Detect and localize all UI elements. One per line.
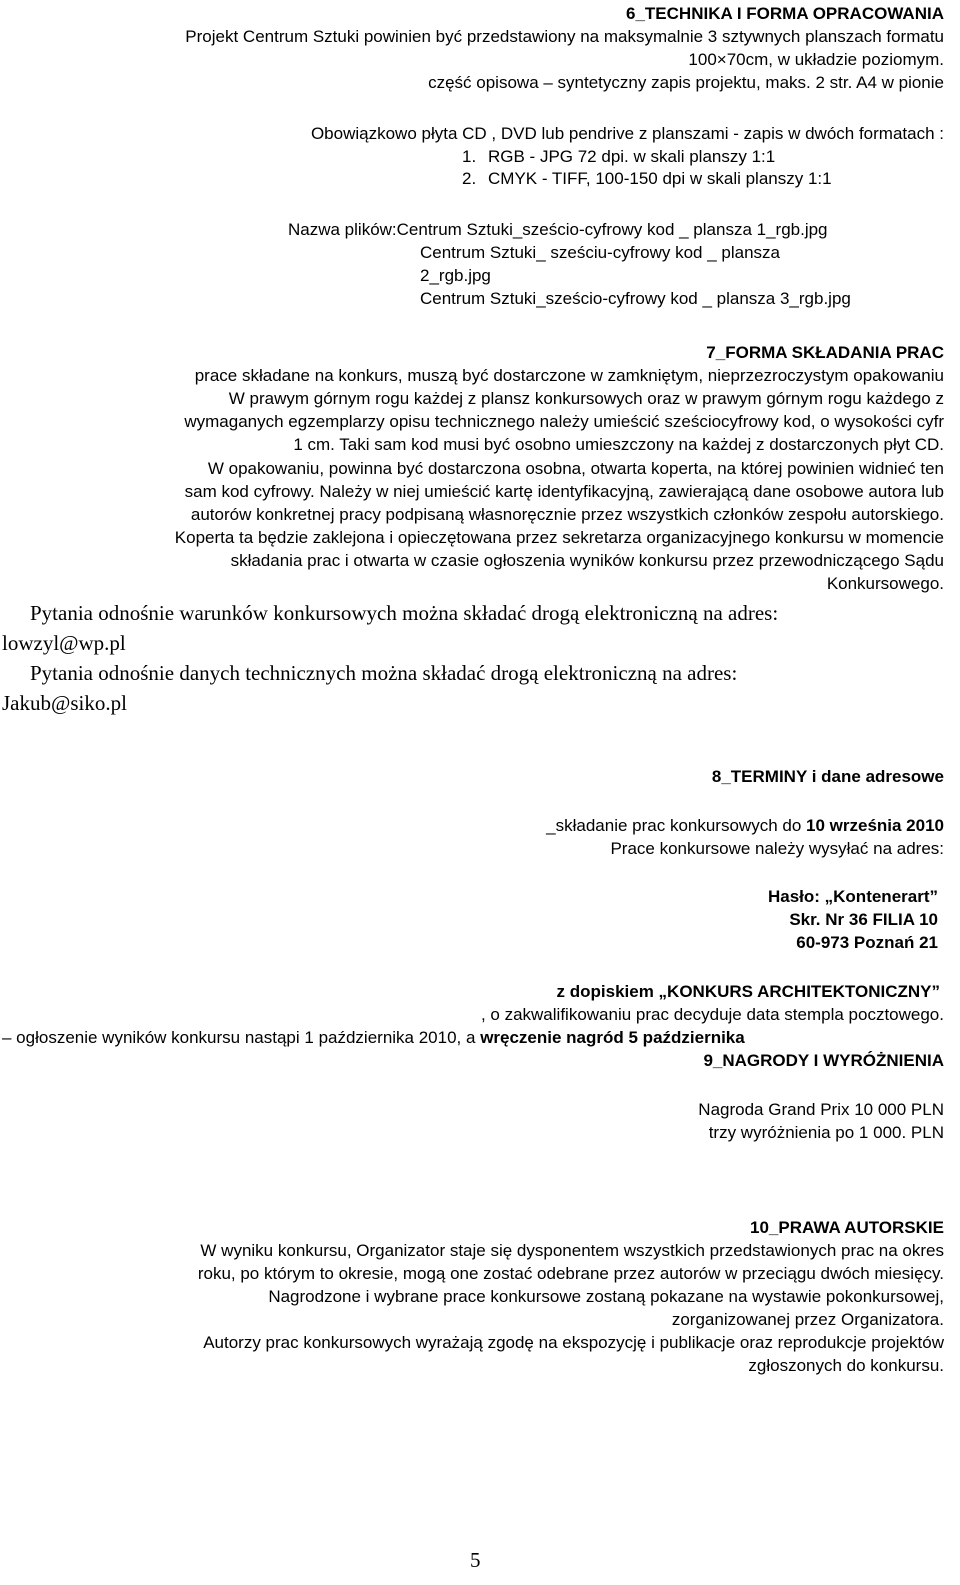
file-name-line: 2_rgb.jpg bbox=[420, 266, 491, 285]
file-name-line: Nazwa plików:Centrum Sztuki_sześcio-cyfrowy kod _ plansza 1_rgb.jpg bbox=[288, 220, 828, 239]
envelope-note-value: „KONKURS ARCHITEKTONICZNY” bbox=[658, 982, 940, 1001]
section-6-line: Obowiązkowo płyta CD , DVD lub pendrive z planszami - zapis w dwóch formatach : bbox=[310, 124, 944, 143]
results-label: – ogłoszenie wyników konkursu nastąpi 1 października 2010, a bbox=[2, 1028, 481, 1047]
section-6-line: Projekt Centrum Sztuki powinien być przedstawiony na maksymalnie 3 sztywnych planszach formatu bbox=[185, 27, 944, 46]
awards-date: wręczenie nagród 5 października bbox=[480, 1028, 745, 1047]
questions-line: Pytania odnośnie danych technicznych można składać drogą elektroniczną na adres: bbox=[30, 661, 738, 685]
mentions-line: trzy wyróżnienia po 1 000. PLN bbox=[708, 1123, 944, 1142]
section-7-line: W opakowaniu, powinna być dostarczona osobna, otwarta koperta, na której powinien widnieć ten bbox=[207, 459, 944, 478]
section-7-line: autorów konkretnej pracy podpisaną własnoręcznie przez wszystkich członków zespołu autorskiego. bbox=[190, 505, 944, 524]
list-item-text: RGB - JPG 72 dpi. w skali planszy 1:1 bbox=[488, 147, 776, 166]
list-item-number: 2. bbox=[462, 169, 477, 188]
postbox-line: Skr. Nr 36 FILIA 10 bbox=[789, 910, 938, 929]
section-10-line: zgłoszonych do konkursu. bbox=[748, 1356, 944, 1375]
section-10-line: roku, po którym to okresie, mogą one zostać odebrane przez autorów w przeciągu dwóch miesięcy. bbox=[197, 1264, 944, 1283]
section-7-line: sam kod cyfrowy. Należy w niej umieścić kartę identyfikacyjną, zawierającą dane osobowe autora lub bbox=[184, 482, 944, 501]
section-7-line: Konkursowego. bbox=[826, 574, 944, 593]
list-item-number: 1. bbox=[462, 147, 477, 166]
envelope-note-line bbox=[557, 980, 940, 1003]
postal-code-line: 60-973 Poznań 21 bbox=[796, 933, 938, 952]
envelope-note-label: z dopiskiem bbox=[556, 982, 659, 1001]
section-6-heading: 6_TECHNIKA I FORMA OPRACOWANIA bbox=[626, 4, 944, 23]
section-7-line: 1 cm. Taki sam kod musi być osobno umieszczony na każdej z dostarczonych płyt CD. bbox=[293, 435, 944, 454]
section-10-line: W wyniku konkursu, Organizator staje się dysponentem wszystkich przedstawionych prac na okres bbox=[200, 1241, 944, 1260]
results-line bbox=[2, 1026, 745, 1049]
section-10-line: Autorzy prac konkursowych wyrażają zgodę na ekspozycję i publikacje oraz reprodukcje projektów bbox=[203, 1333, 944, 1352]
section-6-line: 100×70cm, w układzie poziomym. bbox=[688, 50, 944, 69]
send-to-line: Prace konkursowe należy wysyłać na adres: bbox=[610, 839, 944, 858]
contact-email: Jakub@siko.pl bbox=[2, 691, 127, 715]
contact-email: lowzyl@wp.pl bbox=[2, 631, 126, 655]
deadline-label: _składanie prac konkursowych do bbox=[546, 816, 807, 835]
section-7-line: wymaganych egzemplarzy opisu technicznego należy umieścić sześciocyfrowy kod, o wysokości cyfr bbox=[184, 412, 944, 431]
file-name-line: Centrum Sztuki_sześcio-cyfrowy kod _ plansza 3_rgb.jpg bbox=[420, 289, 851, 308]
section-7-line: Koperta ta będzie zaklejona i opieczętowana przez sekretarza organizacyjnego konkursu w momencie bbox=[174, 528, 944, 547]
list-item-text: CMYK - TIFF, 100-150 dpi w skali planszy 1:1 bbox=[488, 169, 832, 188]
password-line: Hasło: „Kontenerart” bbox=[767, 887, 938, 906]
questions-line: Pytania odnośnie warunków konkursowych można składać drogą elektroniczną na adres: bbox=[30, 601, 779, 625]
section-9-heading: 9_NAGRODY I WYRÓŻNIENIA bbox=[703, 1051, 944, 1070]
section-7-line: składania prac i otwarta w czasie ogłoszenia wyników konkursu przez przewodniczącego Sądu bbox=[230, 551, 944, 570]
grand-prix-line: Nagroda Grand Prix 10 000 PLN bbox=[698, 1100, 944, 1119]
section-7-line: prace składane na konkurs, muszą być dostarczone w zamkniętym, nieprzezroczystym opakowaniu bbox=[194, 366, 944, 385]
page-number: 5 bbox=[470, 1548, 481, 1572]
deadline-date: 10 września 2010 bbox=[806, 816, 944, 835]
section-8-heading: 8_TERMINY i dane adresowe bbox=[711, 767, 944, 786]
qualification-line: , o zakwalifikowaniu prac decyduje data stempla pocztowego. bbox=[480, 1005, 944, 1024]
file-name-line: Centrum Sztuki_ sześciu-cyfrowy kod _ plansza bbox=[420, 243, 780, 262]
section-7-heading: 7_FORMA SKŁADANIA PRAC bbox=[706, 343, 944, 362]
section-10-line: zorganizowanej przez Organizatora. bbox=[671, 1310, 944, 1329]
section-10-line: Nagrodzone i wybrane prace konkursowe zostaną pokazane na wystawie pokonkursowej, bbox=[268, 1287, 944, 1306]
section-6-line: część opisowa – syntetyczny zapis projektu, maks. 2 str. A4 w pionie bbox=[428, 73, 944, 92]
section-10-heading: 10_PRAWA AUTORSKIE bbox=[750, 1218, 944, 1237]
deadline-line bbox=[546, 814, 944, 837]
section-7-line: W prawym górnym rogu każdej z plansz konkursowych oraz w prawym górnym rogu każdego z bbox=[228, 389, 944, 408]
